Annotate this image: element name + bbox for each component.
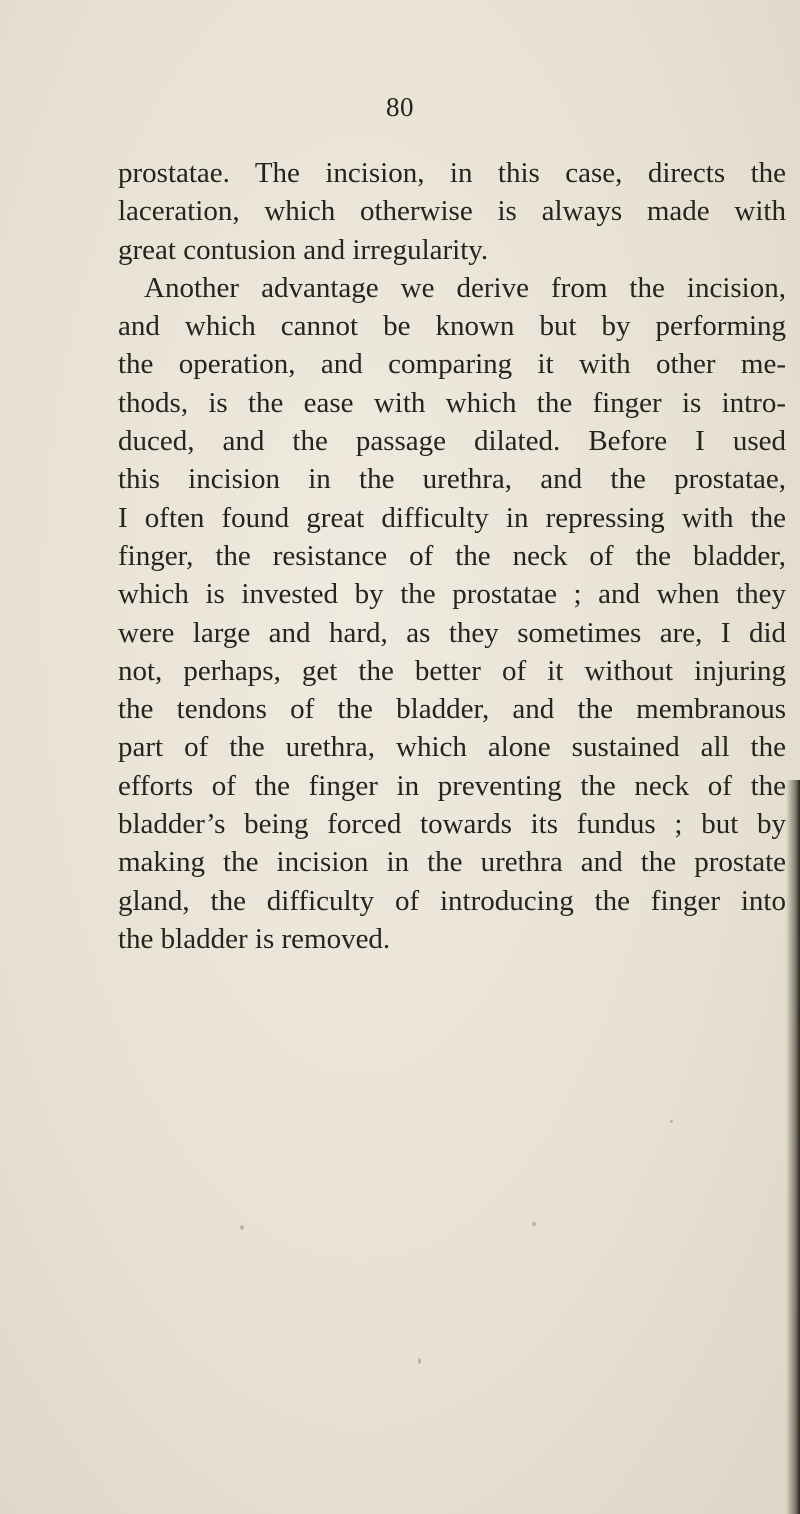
body-text bbox=[118, 154, 786, 958]
text-line: and which cannot be known but by performing bbox=[118, 310, 786, 343]
text-line: the bladder is removed. bbox=[118, 922, 391, 955]
text-line: thods, is the ease with which the finger is intro- bbox=[118, 386, 786, 419]
text-line: the tendons of the bladder, and the membranous bbox=[118, 693, 786, 726]
text-line: this incision in the urethra, and the prostatae, bbox=[118, 463, 786, 496]
text-line: great contusion and irregularity. bbox=[118, 233, 489, 266]
text-line: making the incision in the urethra and the prostate bbox=[118, 846, 786, 879]
text-line: not, perhaps, get the better of it without injuring bbox=[118, 654, 786, 687]
paper-speck bbox=[670, 1120, 673, 1123]
paper-speck bbox=[532, 1222, 536, 1226]
paper-speck bbox=[418, 1358, 421, 1364]
text-line: bladder’s being forced towards its fundus ; but by bbox=[118, 808, 786, 841]
text-line: part of the urethra, which alone sustained all the bbox=[118, 731, 786, 764]
text-line: laceration, which otherwise is always made with bbox=[118, 195, 786, 228]
text-line: duced, and the passage dilated. Before I used bbox=[118, 425, 786, 458]
page-edge-shadow bbox=[786, 780, 800, 1514]
text-line: which is invested by the prostatae ; and when they bbox=[118, 578, 786, 611]
text-line: finger, the resistance of the neck of the bladder, bbox=[118, 539, 786, 572]
text-line: the operation, and comparing it with other me- bbox=[118, 348, 786, 381]
text-line: were large and hard, as they sometimes are, I did bbox=[118, 616, 786, 649]
paper-speck bbox=[240, 1225, 244, 1230]
text-line: prostatae. The incision, in this case, directs the bbox=[118, 157, 786, 189]
text-line: gland, the difficulty of introducing the finger into bbox=[118, 884, 786, 917]
text-line: I often found great difficulty in repressing with the bbox=[118, 501, 786, 534]
text-line: Another advantage we derive from the incision, bbox=[144, 271, 786, 304]
page-number: 80 bbox=[386, 92, 414, 122]
text-line: efforts of the finger in preventing the neck of the bbox=[118, 769, 786, 802]
